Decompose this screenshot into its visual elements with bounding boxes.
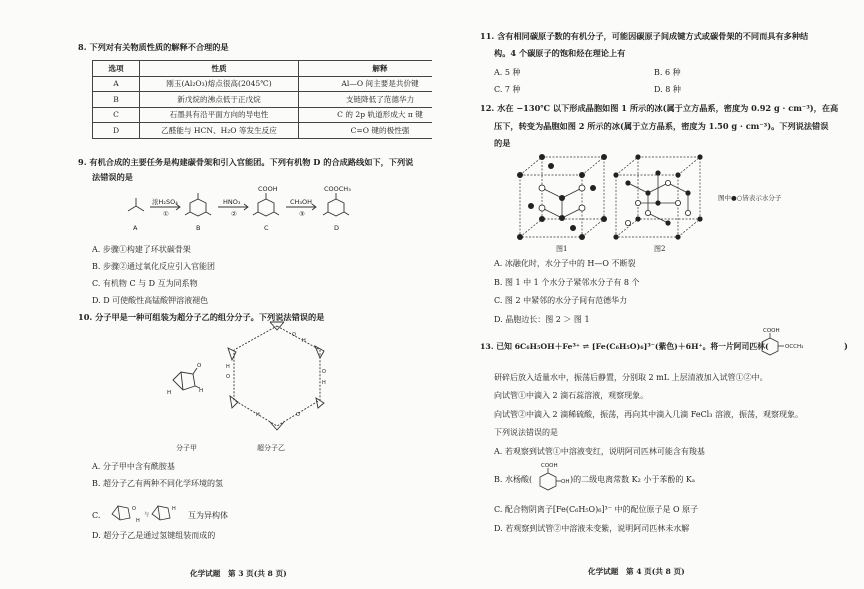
svg-text:与: 与 [144,512,150,518]
q10-option-c: C. [92,511,101,520]
svg-text:O: O [292,332,296,338]
svg-text:H: H [199,388,204,394]
salicylic-oh: OH [561,479,570,485]
svg-text:O: O [296,412,300,418]
row-a-property: 刚玉(Al₂O₃)熔点很高(2045℃) [140,76,299,92]
table-row [93,123,462,139]
q10-option-c-tail: 互为异构体 [188,511,228,520]
q13-option-b-end: )的二级电离常数 K₂ 小于苯酚的 Kₐ [570,475,695,484]
benzoic-acid-ring [258,199,274,216]
q13-option-d: D. 若观察到试管②中溶液未变紫，说明阿司匹林未水解 [494,524,690,533]
q13-line2: 研碎后放入适量水中，振荡后静置，分别取 2 mL 上层清液加入试管①②中。 [494,373,768,382]
q11-option-d: D. 8 种 [654,85,681,94]
q9-stem-line2: 法错误的是 [92,172,133,182]
fig-legend: 图中●○皆表示水分子 [718,194,782,202]
step-1: ① [163,210,169,218]
q9-stem-line1: 9. 有机合成的主要任务是构建碳骨架和引入官能团。下列有机物 D 的合成路线如下，下列说 [78,157,414,167]
aspirin-ocoh: OCCH₃ [785,344,804,350]
aspirin-cooh: COOH [763,328,780,334]
svg-text:O: O [197,363,202,369]
label-b: B [196,224,201,232]
svg-text:H: H [167,390,172,396]
q10-option-d: D. 超分子乙是通过氢键组装而成的 [92,531,216,540]
q13-option-b-start: B. 水杨酸( [494,475,533,484]
svg-text:O: O [322,369,326,375]
row-c-option: C [93,107,140,123]
q13-option-c: C. 配合物阴离子[Fe(C₆H₅O)₆]³⁻ 中的配位原子是 O 原子 [494,505,699,514]
q9-option-d: D. D 可使酸性高锰酸钾溶液褪色 [92,296,209,305]
q11-line1: 11. 含有相同碳原子数的有机分子，可能因碳原子间成键方式或碳骨架的不同而具有多种结 [480,31,809,41]
ice-cell-figure-2 [608,153,708,241]
q8-table [92,60,462,139]
q9-option-b: B. 步骤②通过氧化反应引入官能团 [92,262,215,271]
svg-text:H: H [256,412,260,418]
q9-reaction-scheme [118,185,378,235]
row-d-explanation: C=O 键的极性强 [299,123,462,139]
table-row [93,92,462,108]
label-d: D [334,224,340,232]
fig2-caption: 图2 [654,245,666,253]
q13-line3: 向试管①中滴入 2 滴石蕊溶液，观察现象。 [494,391,649,400]
q12-option-c: C. 图 2 中紧邻的水分子间有范德华力 [494,296,628,305]
row-d-option: D [93,123,140,139]
row-b-option: B [93,92,140,108]
d-group: COOCH₃ [324,185,351,193]
reagent-2: HNO₃ [223,198,241,206]
row-c-property: 石墨具有沿平面方向的导电性 [140,107,299,123]
q11-option-a: A. 5 种 [494,68,521,77]
reagent-3: CH₃OH [290,198,313,206]
row-c-explanation: C 的 2p 轨道形成大 π 键 [299,107,462,123]
label-jia: 分子甲 [176,444,197,452]
svg-text:O: O [226,374,230,380]
fig1-caption: 图1 [556,245,568,253]
aspirin-structure [758,326,820,360]
q9-option-a: A. 步骤①构建了环状碳骨架 [92,245,191,254]
label-a: A [133,224,138,232]
svg-text:O: O [132,506,136,512]
q10-option-b: B. 超分子乙有两种不同化学环境的氢 [92,479,223,488]
molecule-jia [165,360,205,400]
exam-page-4 [432,0,864,589]
row-b-property: 新戊烷的沸点低于正戊烷 [140,92,299,108]
page-footer-left: 化学试题 第 3 页(共 8 页) [190,569,287,578]
table-row [93,76,462,92]
row-a-option: A [93,76,140,92]
step-2: ② [231,210,237,218]
q13-line1-end: ) [844,341,848,351]
q13-line4: 向试管②中滴入 2 滴稀硫酸，振荡，再向其中滴入几滴 FeCl₃ 溶液，振荡，观察现象。 [494,410,803,419]
col-header-explanation: 解释 [299,61,462,77]
row-b-explanation: 支链降低了范德华力 [299,92,462,108]
q12-option-a: A. 冰融化时，水分子中的 H—O 不断裂 [494,259,636,268]
ice-cell-figure-1 [512,153,612,241]
q12-line3: 的是 [494,138,511,148]
svg-text:H: H [322,380,326,386]
q9-option-c: C. 有机物 C 与 D 互为同系物 [92,279,198,288]
q13-line1: 13. 已知 6C₆H₅OH＋Fe³⁺ ⇌ [Fe(C₆H₅O)₆]³⁻(紫色)＋6H⁺。将一片阿司匹林( [480,342,769,351]
svg-text:H: H [136,518,140,524]
col-header-property: 性质 [140,61,299,77]
q12-line2: 压下，转变为晶胞如图 2 所示的冰(属于立方晶系，密度为 1.50 g · cm⁻³)。下列说法错误 [494,121,829,131]
q11-option-c: C. 7 种 [494,85,521,94]
q12-option-b: B. 图 1 中 1 个水分子紧邻水分子有 8 个 [494,278,640,287]
supramolecule-yi [220,318,335,436]
q12-option-d: D. 晶胞边长：图 2 ＞ 图 1 [494,315,590,324]
label-c: C [264,224,269,232]
q13-line5: 下列说法错误的是 [494,428,558,437]
page-footer-right: 化学试题 第 4 页(共 8 页) [588,567,685,576]
row-a-explanation: Al—O 间主要是共价键 [299,76,462,92]
svg-text:H: H [226,364,230,370]
table-row [93,107,462,123]
step-3: ③ [299,210,305,218]
q8-stem: 8. 下列对有关物质性质的解释不合理的是 [78,42,229,52]
label-yi: 超分子乙 [257,444,285,452]
ester-ring [328,199,344,216]
q13-option-a: A. 若观察到试管①中溶液变红，说明阿司匹林可能含有羧基 [494,447,705,456]
q10-option-a: A. 分子甲中含有酰胺基 [92,462,175,471]
col-header-option: 选项 [93,61,140,77]
row-d-property: 乙醛能与 HCN、H₂O 等发生反应 [140,123,299,139]
c-group: COOH [258,185,278,193]
reagent-1: 浓H₂SO₄ [152,198,178,206]
q11-line2: 构。4 个碳原子的饱和烃在理论上有 [494,48,626,58]
isomer-pair [106,496,186,526]
salicylic-cooh: COOH [541,463,558,469]
q10-stem: 10. 分子甲是一种可组装为超分子乙的组分分子。下列说法错误的是 [78,312,325,322]
q11-option-b: B. 6 种 [654,68,681,77]
acetone-structure [128,198,144,211]
mesitylene-ring [190,199,206,216]
q12-line1: 12. 水在 −130℃ 以下形成晶胞如图 1 所示的冰(属于立方晶系，密度为 0.92 g · cm⁻³)，在高 [480,103,839,113]
svg-text:H: H [172,506,176,512]
svg-text:H: H [302,338,306,344]
table-header-row [93,61,462,77]
